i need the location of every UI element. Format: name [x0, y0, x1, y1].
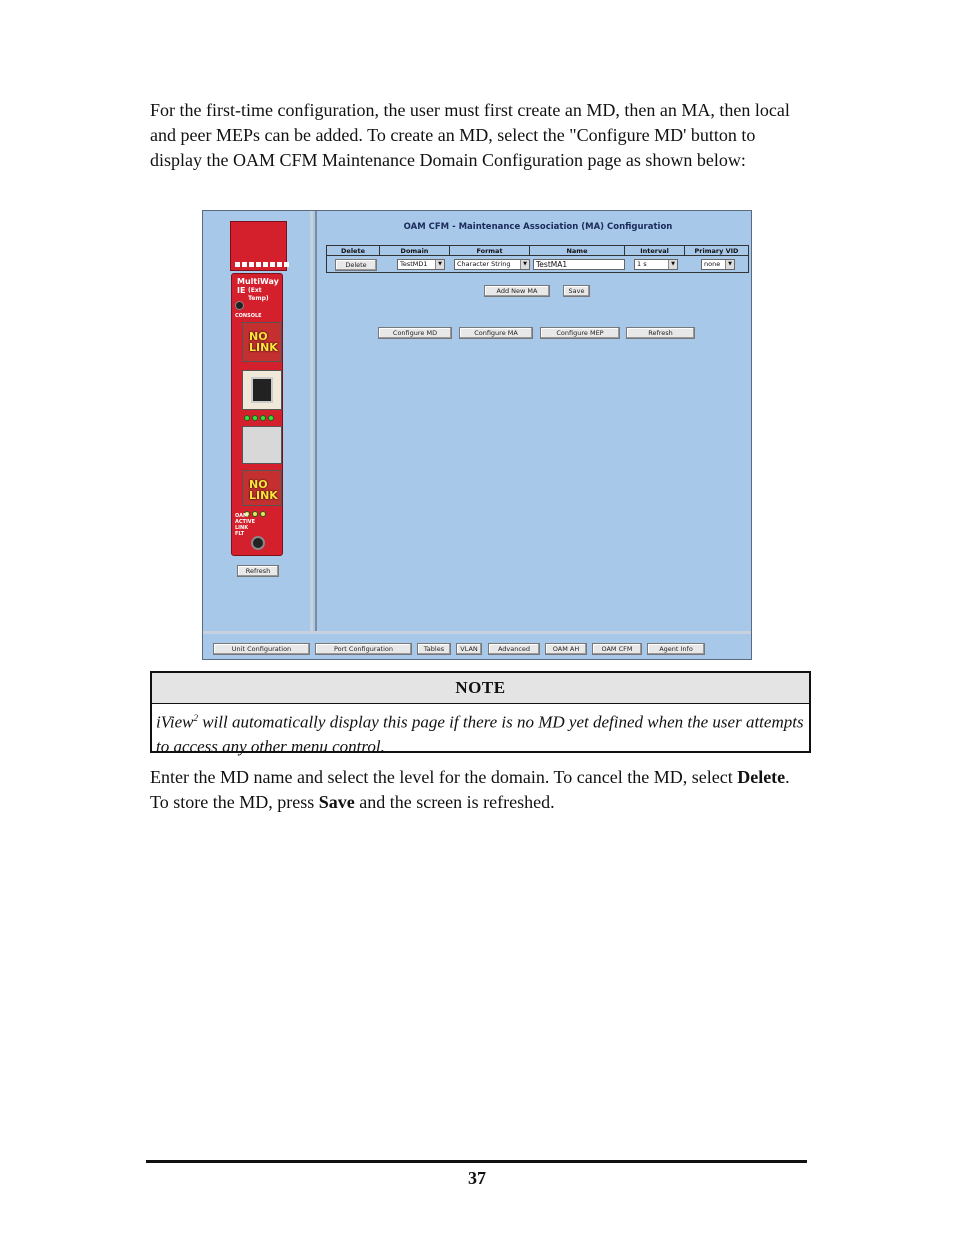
port-2	[242, 370, 282, 410]
port-1	[242, 322, 282, 362]
configure-ma-button[interactable]: Configure MA	[459, 327, 533, 339]
configure-mep-button[interactable]: Configure MEP	[540, 327, 620, 339]
ma-config-table	[326, 245, 749, 273]
led-icon	[260, 511, 266, 517]
note-brand: iView	[156, 712, 194, 732]
device-brand: MultiWay	[237, 277, 279, 286]
nav-oam-cfm[interactable]: OAM CFM	[592, 643, 642, 655]
console-label: CONSOLE	[235, 313, 262, 319]
intro-paragraph: For the first-time configuration, the user must first create an MD, then an MA, then local and peer MEPs can be added. To create an MD, select the "Configure MD' button to display the OAM CFM Maintenance Domain Configuration page as shown below:	[150, 100, 790, 170]
nav-agent-info[interactable]: Agent Info	[647, 643, 705, 655]
primary-vid-value: none	[704, 260, 721, 268]
led-icon	[260, 415, 266, 421]
refresh-button[interactable]: Refresh	[626, 327, 695, 339]
closing-paragraph	[150, 765, 810, 815]
closing-part3: and the screen is refreshed.	[354, 792, 555, 812]
chevron-down-icon: ▼	[725, 260, 734, 269]
device-image	[231, 273, 283, 556]
domain-select[interactable]	[397, 259, 445, 270]
col-domain: Domain	[380, 246, 450, 256]
screenshot-title: OAM CFM - Maintenance Association (MA) Configuration	[403, 222, 673, 232]
active-label: ACTIVE	[235, 519, 256, 525]
led-icon	[244, 415, 250, 421]
dip-switches	[235, 262, 289, 267]
nav-port-configuration[interactable]: Port Configuration	[315, 643, 412, 655]
sfp-port-a	[242, 426, 282, 464]
port-1-nolink: NO LINK	[249, 330, 278, 354]
closing-part2: . To store the MD, press	[150, 767, 790, 812]
page-number: 37	[468, 1168, 486, 1188]
chevron-down-icon: ▼	[520, 260, 529, 269]
closing-save-bold: Save	[318, 792, 355, 812]
led-icon	[252, 415, 258, 421]
device-model: IE	[237, 286, 246, 295]
note-box	[150, 671, 811, 756]
pane-divider	[315, 211, 317, 631]
col-interval: Interval	[625, 246, 685, 256]
col-name: Name	[530, 246, 625, 256]
col-format: Format	[450, 246, 530, 256]
col-primary-vid: Primary VID	[685, 246, 748, 256]
format-value: Character String	[457, 260, 511, 268]
flt-label: FLT	[235, 531, 245, 537]
add-new-ma-button[interactable]: Add New MA	[484, 285, 550, 297]
note-body	[152, 704, 809, 759]
name-input[interactable]: TestMA1	[533, 259, 625, 270]
interval-select[interactable]	[634, 259, 678, 270]
screw-icon	[251, 536, 265, 550]
closing-delete-bold: Delete	[737, 767, 786, 787]
save-button[interactable]: Save	[563, 285, 590, 297]
chevron-down-icon: ▼	[435, 260, 444, 269]
console-port-icon	[235, 301, 244, 310]
footer-rule	[146, 1160, 807, 1163]
oam-label: OAM	[235, 513, 248, 519]
link-label: LINK	[235, 525, 249, 531]
delete-button[interactable]: Delete	[335, 259, 377, 271]
note-superscript: 2	[193, 713, 198, 723]
device-pane	[203, 211, 313, 631]
nav-advanced[interactable]: Advanced	[488, 643, 540, 655]
nav-vlan[interactable]: VLAN	[456, 643, 482, 655]
nav-tables[interactable]: Tables	[417, 643, 451, 655]
led-icon	[268, 415, 274, 421]
interval-value: 1 s	[637, 260, 647, 268]
led-icon	[252, 511, 258, 517]
dip-switch-panel	[230, 221, 287, 271]
sfp-port-b	[242, 470, 282, 506]
device-refresh-button[interactable]: Refresh	[237, 565, 279, 577]
configure-md-button[interactable]: Configure MD	[378, 327, 452, 339]
nav-unit-configuration[interactable]: Unit Configuration	[213, 643, 310, 655]
format-select[interactable]	[454, 259, 530, 270]
screenshot	[202, 210, 752, 660]
closing-part1: Enter the MD name and select the level for the domain. To cancel the MD, select	[150, 767, 738, 787]
col-delete: Delete	[327, 246, 380, 256]
device-variant: (Ext Temp)	[248, 287, 269, 302]
domain-value: TestMD1	[400, 260, 428, 268]
note-text: will automatically display this page if there is no MD yet defined when the user attempts to access any other menu control.	[156, 712, 804, 756]
rj45-jack-icon	[251, 377, 273, 403]
chevron-down-icon: ▼	[668, 260, 677, 269]
bottom-nav	[203, 631, 752, 660]
nav-oam-ah[interactable]: OAM AH	[545, 643, 587, 655]
sfp-b-nolink: NO LINK	[249, 478, 278, 502]
note-heading: NOTE	[152, 673, 809, 704]
primary-vid-select[interactable]	[701, 259, 735, 270]
